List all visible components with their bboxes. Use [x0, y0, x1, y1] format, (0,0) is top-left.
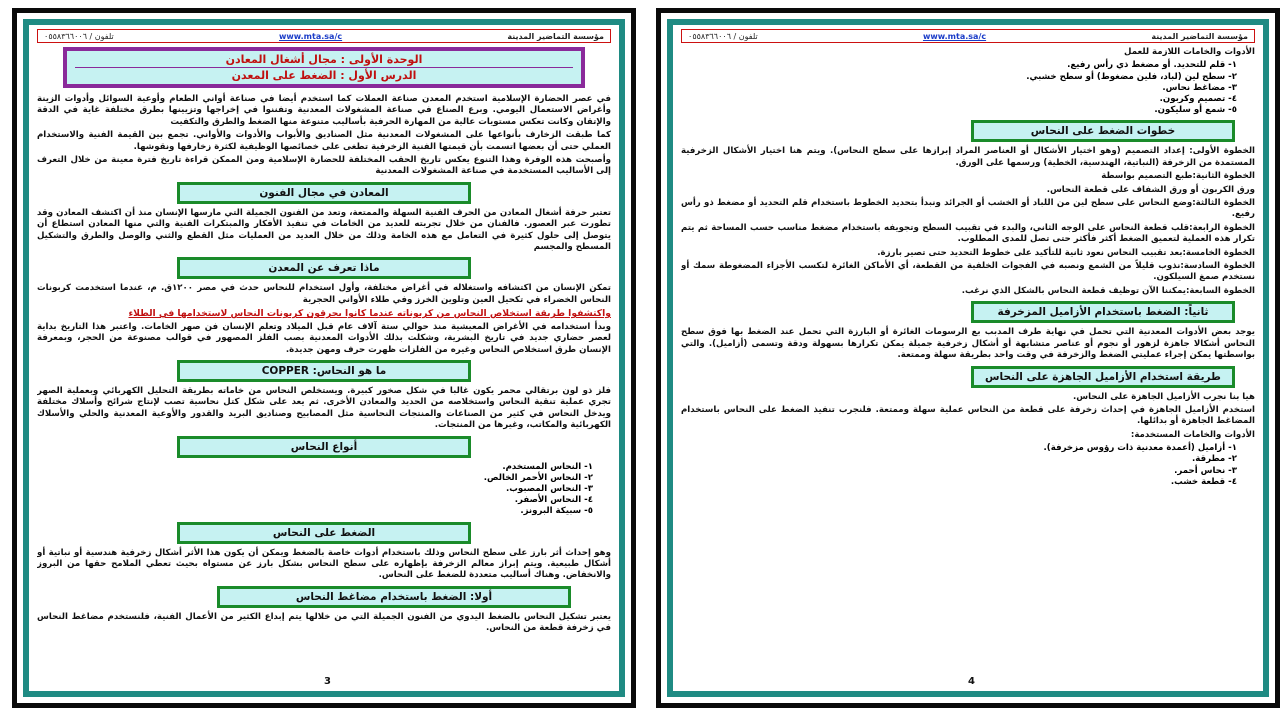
section-heading: أولا: الضغط باستخدام مضاغط النحاس [217, 586, 571, 608]
section-paragraph: فلز ذو لون برتقالي محمر يكون غالبا في شكل صخور كبيرة. ويستخلص النحاس من خاماته بطريقة التحليل الكهربائي وبعملية الصهر تجري عملية تنقية النحاس واستخلاصه من الحديد والمعادن الأخرى. ثم يعد على شكل كتل نحاسية تصب لإنتاج شرائح وأسلاك مختلفة ويدخل النحاس في كثير من الصناعات والمنتجات النحاسية مثل المصابيح وصناديق البريد والقدور والأوعية المعدنية والحلي والأسلاك الكهربائية والمكاتب، وغيرها من المنتجات. [37, 385, 611, 431]
section-heading: الضغط على النحاس [177, 522, 471, 544]
section-heading: طريقة استخدام الأزاميل الجاهزة على النحاس [971, 366, 1235, 388]
section-heading: ثانياً: الضغط باستخدام الأزاميل المزخرفة [971, 301, 1235, 323]
section-paragraph: تمكن الإنسان من اكتشافه واستغلاله في أغراض مختلفة، وأول استخدام للنحاس حدث في مصر ١٢٠٠ق. م، عندما استخدمت كربونات النحاس الخضراء في تكحيل العين وتلوين الخرز وفي طلاء الأواني الحجرية [37, 283, 611, 305]
header-phone: تلفون / ٠٥٥٨٣٦٦٠٠٦ [44, 31, 114, 41]
list-item: ٤- تصميم وكربون. [1159, 94, 1237, 105]
section-paragraph: يوجد بعض الأدوات المعدنية التي تحمل في نهاية طرف المدبب بع الرسومات الغائرة أو البارزة التي تحمل عند الضغط بها فوق سطح النحاس أشكالا جاهزة لزهور أو نجوم أو عناصر متشابهة أو أشكال زخرفية جميلة يمكن تكرارها بسهولة ودقة وتسمى (أزاميل). والتي بواسطتها يمكن إجراء عمليتي الضغط والزخرفة في وقت واحد بطريقة سهلة وممتعة. [681, 327, 1255, 361]
page-4 [656, 8, 1280, 708]
section-paragraph: استخدم الأزاميل الجاهزة في إحداث زخرفة على قطعة من النحاس عملية سهلة وممتعة. فلنجرب تنفيذ الضغط على النحاس باستخدام المضاغط الجاهزة أو بدائلها. [681, 404, 1255, 427]
intro-paragraph: كما طبقت الزخارف بأنواعها على المشغولات المعدنية مثل الصناديق والأبواب والأدوات والأواني. تجمع بين القيمة الفنية والاستخدام العملي حتى أن بعضها اتسمت بأن قيمتها الفنية الزخرفية تطغى على خصائصها الوظيفية لكثرة زخارفها ونقوشها. [37, 130, 611, 152]
step-paragraph: الخطوة الثالثة:وضع النحاس على سطح لين من اللباد أو الخشب أو الجرائد ونبدأ بتحديد الخطوط باستخدام قلم التحديد أو مضغط ذو رأس رفيع. [681, 198, 1255, 220]
list-item: ٢- سطح لين (لباد، فلين مضغوط) أو سطح خشبي. [1026, 71, 1237, 82]
list-item: ٣- مضاغط نحاس. [1162, 82, 1237, 93]
step-paragraph: الخطوة السابعة:يمكننا الآن توظيف قطعة النحاس بالشكل الذي نرغب. [961, 285, 1255, 296]
header-site-link[interactable]: www.mta.sa/c [922, 31, 987, 41]
lesson-title: الدرس الأول : الضغط على المعدن [75, 67, 573, 83]
copper-types-list [37, 462, 611, 518]
list-item: ١- النحاس المستخدم. [502, 461, 593, 472]
highlight-paragraph: واكتشفوا طريقة استخلاص النحاس من كربوناته عندما كانوا يحرقون كربونات النحاس لاستخدامها في الطلاء [128, 308, 611, 320]
intro-paragraph: في عصر الحضارة الإسلامية استخدم المعدن صناعة العملات كما استخدم أيضا في صناعة أواني الطعام وأوعية السوائل وأدوات الزينة وأغراض الاستعمال اليومي. وبرع الصناع في صناعة المشغولات المعدنية وتفننوا في إخراجها وتزيينها بطرق مختلفة غاية في الدقة والإتقان وكانت تعكس مستويات عالية من المهارة الحرفية بأساليب متنوعة منها الضغط والطرق والتكفيت [37, 94, 611, 127]
step-paragraph: الخطوة الثانية:طبع التصميم بواسطة [1101, 171, 1255, 182]
section-heading: المعادن في مجال الفنون [177, 182, 471, 204]
header-phone: تلفون / ٠٥٥٨٣٦٦٠٠٦ [688, 31, 758, 41]
intro-paragraph: وأصبحت هذه الوفرة وهذا التنوع يعكس تاريخ الحقب المختلفة للحضارة الإسلامية ومن الممكن قراءة تاريخ فترة معينة من خلال التعرف إلى الأساليب المستخدمة في صناعة المشغولات المعدنية [37, 155, 611, 177]
list-item: ٢- النحاس الأحمر الخالص. [483, 472, 593, 483]
step-paragraph: الخطوة الرابعة:قلب قطعة النحاس على الوجه الثاني، والبدء في تقبيب السطح وتجويفه باستخدام مضغط مناسب حسب المساحة ثم يتم تكرار هذه العملية لتعميق الضغط أكثر فأكثر حتى تصل للمدى المطلوب. [681, 222, 1255, 245]
unit-title: الوحدة الأولى : مجال أشغال المعادن [225, 53, 423, 66]
step-paragraph: الخطوة السادسة:نذوب قليلاً من الشمع ونصبه في الفجوات الخلفية من القطعة، أي الأماكن الغائرة لتكسب الأجزاء المضغوطة سمك أو نستخدم صمغ السيلكون. [681, 261, 1255, 283]
section-heading: ما هو النحاس: COPPER [177, 360, 471, 382]
section-paragraph: تعتبر حرفة أشغال المعادن من الحرف الفنية السهلة والممتعة، وتعد من الفنون الجميلة التي مارسها الإنسان منذ أن اكتشف المعادن وقد تطورت عبر العصور. فالفنان من خلال تجربته للعديد من الخامات في تنفيذ الأفكار والمبتكرات الفنية والتي منها المعادن استطاع أن يتوصل إلى حلول كثيرة في التعامل مع هذه الخامة وذلك من خلال العديد من العمليات مثل القطع والثني والوصل والطرق والتشكيل المسطح والمجسم [37, 207, 611, 253]
list-item: ٣- النحاس المصبوب. [506, 483, 593, 494]
chisel-tools-list [681, 443, 1255, 488]
page-3-border [23, 19, 625, 697]
page-number: 3 [324, 676, 331, 687]
page-3-content [37, 29, 611, 675]
step-paragraph: الخطوة الأولى: إعداد التصميم (وهو اختيار الأشكال أو العناصر المراد إبرازها على سطح النحاس). ويتم هنا اختيار الأشكال الزخرفية المستمدة من الزخرفة (النباتية، الهندسية، الخطية) ورسمها على الورق. [681, 146, 1255, 168]
header-site-link[interactable]: www.mta.sa/c [278, 31, 343, 41]
page-4-border [667, 19, 1269, 697]
list-item: ٤- قطعة خشب. [1170, 476, 1237, 487]
section-paragraph: وبدأ استخدامه في الأغراض المعيشية منذ حوالي ستة آلاف عام قبل الميلاد وتعلم الإنسان فن صهر الخامات. واعتبر هذا التاريخ بداية لعصر حضاري جديد في تاريخ البشرية، وشكلت بذلك الأدوات المعدنية بصب الفلز المصهور في قوالب مصنوعة من الحجر، وبمعرفة الإنسان طرق استخلاص النحاس وغيره من الفلزات ظهرت حرف ومهن جديدة. [37, 321, 611, 355]
unit-title-box [63, 47, 585, 88]
page-number: 4 [968, 676, 975, 687]
page-header [681, 29, 1255, 43]
step-paragraph: الخطوة الخامسة:بعد تقبيب النحاس نعود ثانية للتأكيد على خطوط التحديد حتى تصير بارزة. [877, 247, 1255, 258]
tools-title: الأدوات والخامات المستخدمة: [1130, 429, 1255, 440]
page-3 [12, 8, 636, 708]
list-item: ١- أزاميل (أعمدة معدنية ذات رؤوس مزخرفة). [1043, 443, 1237, 454]
page-header [37, 29, 611, 43]
section-heading: خطوات الضغط على النحاس [971, 120, 1235, 142]
list-item: ٥- شمع أو سليكون. [1154, 105, 1237, 116]
section-paragraph: هيا بنا نجرب الأزاميل الجاهزة على النحاس. [1072, 391, 1255, 402]
section-heading: أنواع النحاس [177, 436, 471, 458]
list-item: ٣- نحاس أحمر. [1174, 465, 1237, 476]
page-4-content [681, 29, 1255, 675]
section-paragraph: يعتبر تشكيل النحاس بالضغط اليدوي من الفنون الجميلة التي من خلالها يتم إبداع الكثير من الأعمال الفنية، فلنستخدم مضاغط النحاس في زخرفة قطعة من النحاس. [37, 611, 611, 634]
list-item: ٤- النحاس الأصفر. [514, 495, 593, 506]
list-item: ١- قلم للتحديد. أو مضغط ذي رأس رفيع. [1067, 60, 1237, 71]
list-item: ٢- مطرقة. [1192, 454, 1237, 465]
tools-title: الأدوات والخامات اللازمة للعمل [1124, 47, 1255, 57]
list-item: ٥- سبيكة البرونز. [520, 506, 593, 517]
header-org: مؤسسة التماضير المدينة [1151, 31, 1248, 41]
section-heading: ماذا تعرف عن المعدن [177, 257, 471, 279]
step-paragraph: ورق الكربون أو ورق الشفاف على قطعة النحاس. [1046, 184, 1255, 195]
tools-list [681, 60, 1255, 116]
section-paragraph: وهو إحداث أثر بارز على سطح النحاس وذلك باستخدام أدوات خاصة بالضغط ويمكن أن يكون هذا الأثر أشكال زخرفية هندسية أو نباتية أو أشكال طبيعية. ويتم إبراز معالم الزخرفة بإظهاره على سطح النحاس بشكل بارز عن مستواه بحيث تعطي الملامح حقها من البروز والانخفاض. وهناك أساليب متعددة للضغط على النحاس. [37, 547, 611, 581]
header-org: مؤسسة التماضير المدينة [507, 31, 604, 41]
